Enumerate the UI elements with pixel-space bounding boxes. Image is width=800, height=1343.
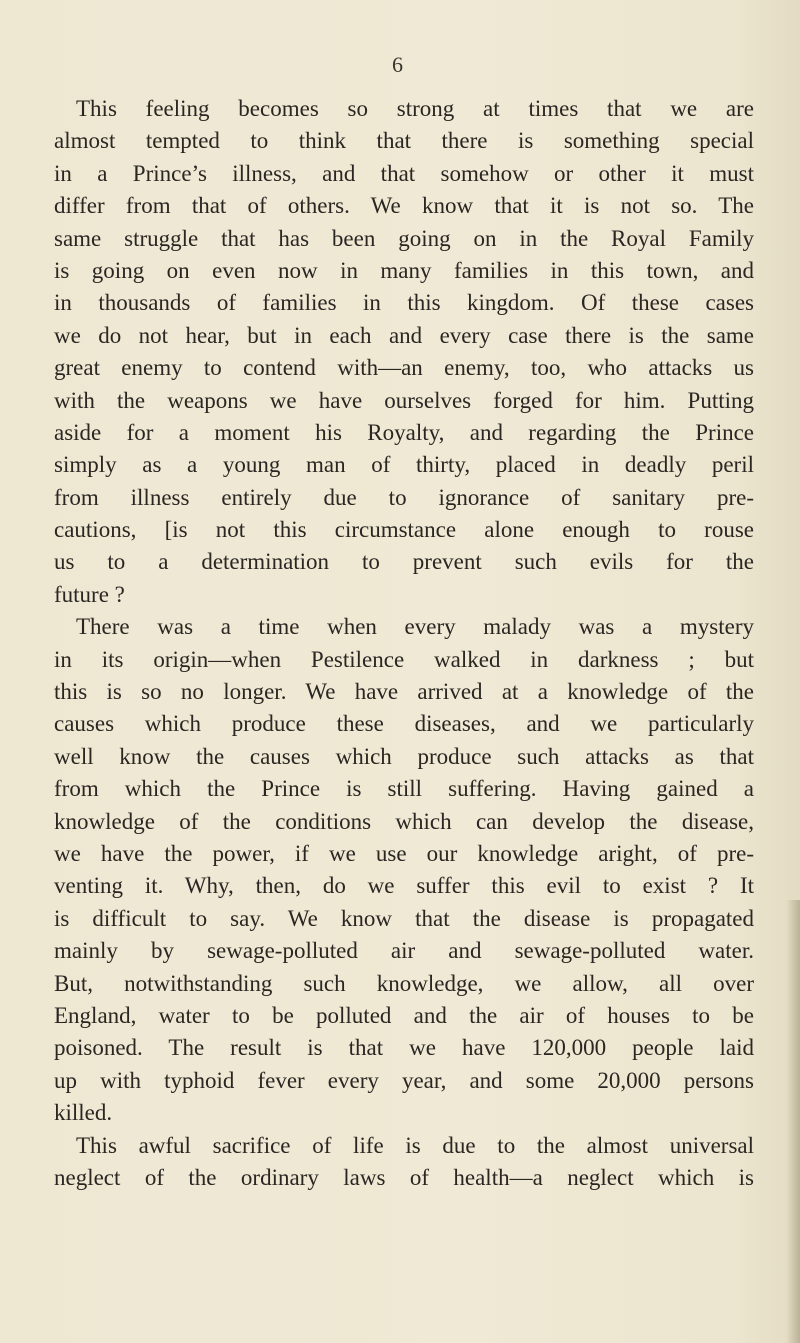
- text-line: this is so no longer. We have arrived at a knowledge of the: [54, 679, 754, 705]
- text-line: us to a determination to prevent such evils for the: [54, 549, 754, 575]
- text-line: England, water to be polluted and the air of houses to be: [54, 1002, 754, 1028]
- text-line: well know the causes which produce such attacks as that: [54, 743, 754, 769]
- text-line: knowledge of the conditions which can develop the disease,: [54, 808, 754, 834]
- text-line: causes which produce these diseases, and we particularly: [54, 711, 754, 737]
- text-line: almost tempted to think that there is something special: [54, 128, 754, 154]
- text-line: killed.: [54, 1100, 113, 1126]
- page-number: 6: [392, 52, 403, 77]
- text-line: There was a time when every malady was a mystery: [76, 614, 754, 640]
- text-line: we have the power, if we use our knowledge aright, of pre-: [54, 840, 754, 866]
- text-line: from illness entirely due to ignorance of sanitary pre-: [54, 484, 754, 510]
- text-line: simply as a young man of thirty, placed in deadly peril: [54, 452, 754, 478]
- text-line: we do not hear, but in each and every case there is the same: [54, 322, 754, 348]
- text-line: poisoned. The result is that we have 120,000 people laid: [54, 1035, 754, 1061]
- text-line: in a Prince’s illness, and that somehow or other it must: [54, 160, 754, 186]
- text-line: aside for a moment his Royalty, and regarding the Prince: [54, 419, 754, 445]
- body-text: [54, 93, 754, 1194]
- text-line: is going on even now in many families in this town, and: [54, 257, 754, 283]
- text-line: differ from that of others. We know that it is not so. The: [54, 193, 754, 219]
- text-line: is difficult to say. We know that the disease is propagated: [54, 905, 754, 931]
- text-line: But, notwithstanding such knowledge, we allow, all over: [54, 970, 754, 996]
- text-line: from which the Prince is still suffering. Having gained a: [54, 776, 754, 802]
- text-line: mainly by sewage-polluted air and sewage-polluted water.: [54, 938, 754, 964]
- text-line: in its origin—when Pestilence walked in darkness ; but: [54, 646, 754, 672]
- text-line: This feeling becomes so strong at times that we are: [76, 96, 754, 121]
- text-line: future ?: [54, 581, 125, 607]
- text-line: with the weapons we have ourselves forged for him. Putting: [54, 387, 754, 413]
- page-edge-shadow: [786, 900, 800, 1343]
- text-line: great enemy to contend with—an enemy, too, who attacks us: [54, 355, 754, 381]
- text-line: neglect of the ordinary laws of health—a neglect which is: [54, 1164, 754, 1190]
- text-line: venting it. Why, then, do we suffer this evil to exist ? It: [54, 873, 754, 899]
- text-line: up with typhoid fever every year, and some 20,000 persons: [54, 1067, 754, 1093]
- text-line: This awful sacrifice of life is due to the almost universal: [76, 1132, 754, 1158]
- text-line: cautions, [is not this circumstance alone enough to rouse: [54, 517, 754, 543]
- text-line: same struggle that has been going on in the Royal Family: [54, 225, 754, 251]
- text-line: in thousands of families in this kingdom. Of these cases: [54, 290, 754, 316]
